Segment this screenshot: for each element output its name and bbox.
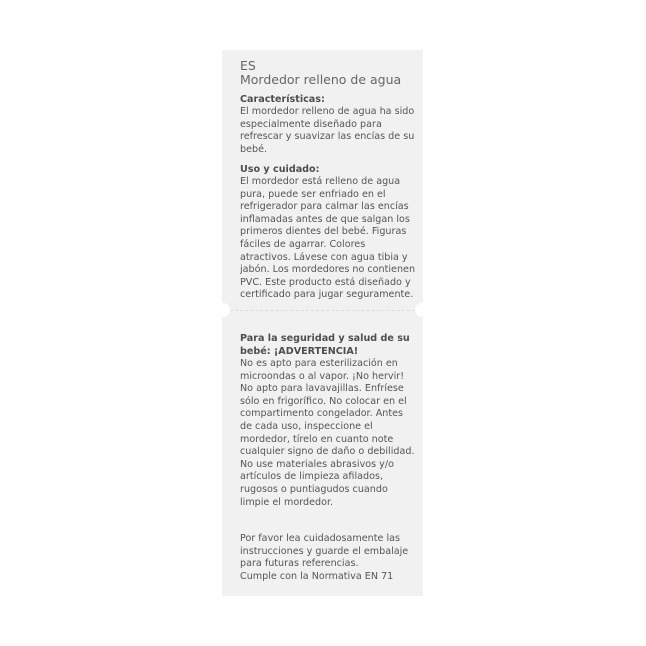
features-heading: Características: — [240, 94, 325, 105]
label-notch-right — [415, 303, 423, 317]
warning-body: No es apto para esterilización en microondas o al vapor. ¡No hervir! No apto para lavavajillas. Enfríese sólo en frigorífico. No colocar en el compartimento congelador. Antes de cada uso, inspeccione el mordedor, tírelo en cuanto note cualquier signo de daño o debilidad. No use materiales abrasivos y/o artículos de limpieza afilados, rugosos o puntiagudos cuando limpie el mordedor. — [240, 358, 415, 508]
features-body: El mordedor relleno de agua ha sido especialmente diseñado para refrescar y suavizar las encías de su bebé. — [240, 106, 415, 155]
warning-heading: Para la seguridad y salud de su bebé: ¡ADVERTENCIA! — [240, 333, 410, 357]
closing-note: Por favor lea cuidadosamente las instrucciones y guarde el embalaje para futuras referencias. — [240, 533, 409, 570]
language-code: ES — [240, 58, 256, 73]
compliance-note: Cumple con la Normativa EN 71 — [240, 571, 394, 582]
use-care-heading: Uso y cuidado: — [240, 164, 320, 175]
perforation-line — [230, 310, 415, 311]
use-care-body: El mordedor está relleno de agua pura, puede ser enfriado en el refrigerador para calmar las encías inflamadas antes de que salgan los primeros dientes del bebé. Figuras fáciles de agarrar. Colores atractivos. Lávese con agua tibia y jabón. Los mordedores no contienen PVC. Este producto está diseñado y certificado para jugar seguramente. — [240, 176, 416, 301]
product-title: Mordedor relleno de agua — [240, 72, 402, 87]
